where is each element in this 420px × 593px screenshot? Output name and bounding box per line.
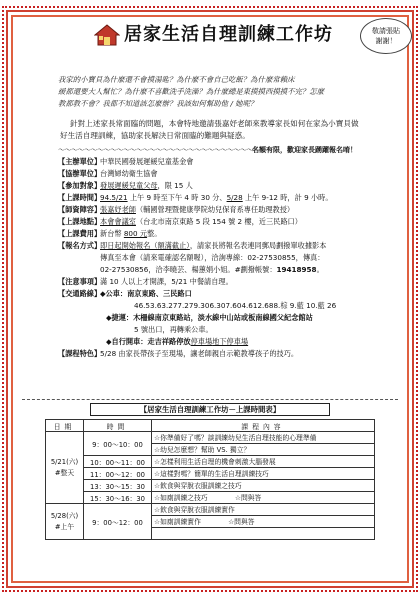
table-row <box>46 468 375 480</box>
venue-name: 本會會議室 <box>100 217 136 226</box>
info-notes <box>58 276 374 288</box>
apply-deadline: 即日起開始報名（額滿截止） <box>100 241 190 250</box>
apply-contact: 02-27530856，洽李曉芸、楊蕙娟小姐。#劃撥帳號： <box>100 265 277 274</box>
venue-address: （台北市南京東路 5 段 154 號 2 樓，近三民路口） <box>135 217 302 226</box>
info-date <box>58 192 374 204</box>
intro-questions <box>58 74 358 110</box>
time-cell: 15：30～16：30 <box>84 492 152 504</box>
content-cell: ☆幼兒怎麼想？幫助 VS. 獨立？ <box>152 444 375 456</box>
content-cell: ☆飲食與穿脫衣服訓練實作 <box>152 504 375 516</box>
intro-line: 我家的小寶貝為什麼還不會摸湯匙？為什麼不會自己吃飯？為什麼常賴床 <box>58 75 295 84</box>
info-label: 【主辦單位】 <box>58 157 102 166</box>
content-cell <box>152 492 375 504</box>
time-cell: 9：00～12：00 <box>84 504 152 540</box>
event-info <box>58 156 374 360</box>
info-label: 【報名方式】 <box>58 241 102 250</box>
transit-mrt-exit: 5 號出口，再轉乘公車。 <box>134 325 213 334</box>
content-cell: ☆這樣對嗎？簡單的生活自理訓練技巧 <box>152 468 375 480</box>
content-item: ☆問與答 <box>228 517 255 526</box>
day1-sub: #整天 <box>54 468 75 477</box>
post-notice-badge <box>360 18 412 54</box>
apply-line-2: 傳真至本會（請來電確認名額喔），洽詢專線：02-27530855，傳真： <box>100 253 325 262</box>
info-organizer <box>58 156 374 168</box>
transit-bus: ◆公車：南京東路、三民路口 <box>100 289 192 298</box>
wave-divider: ～～～～～～～～～～～～～～～～～～～～～～～～～～～～～～～～～ <box>58 146 273 154</box>
table-row <box>46 456 375 468</box>
content-cell: ☆飲食與穿脫衣服訓練之技巧 <box>152 480 375 492</box>
page-title: 居家生活自理訓練工作坊 <box>124 24 333 45</box>
lead-paragraph <box>60 118 360 142</box>
info-venue <box>58 216 374 228</box>
teacher-title: （輔國營理暨健康學院幼兒保育系專任助理教授） <box>135 205 295 214</box>
day2-sub: #上午 <box>54 522 75 531</box>
day2-cell <box>46 504 84 540</box>
info-label: 【課程特色】 <box>58 349 102 358</box>
table-row <box>46 432 375 444</box>
info-apply <box>58 240 374 252</box>
info-label: 【師資陣容】 <box>58 205 102 214</box>
info-feature <box>58 348 374 360</box>
lead-text: 針對上述家長常面臨的問題，本會特地邀請張嘉妤老師來教導家長如何在家為小寶貝做好生活自理訓練，協助家長解決日常面臨的難題與疑惑。 <box>60 119 359 140</box>
info-value: 台灣婦幼衛生協會 <box>100 169 158 178</box>
info-label: 【上課地點】 <box>58 217 102 226</box>
info-fee <box>58 228 374 240</box>
date-day2: 5/28 <box>226 193 243 202</box>
content-item: ☆問與答 <box>234 493 262 502</box>
info-teacher <box>58 204 374 216</box>
apply-line-3 <box>58 264 374 276</box>
house-icon <box>94 24 120 46</box>
date-day2-time: 上午 9-12 時，計 9 小時。 <box>242 193 333 202</box>
day2-date: 5/28(六) <box>50 511 79 520</box>
column-header-content: 課程內容 <box>152 420 375 432</box>
content-cell: ☆怎樣利用生活自理的機會刺激大腦發展 <box>152 456 375 468</box>
section-divider <box>22 399 398 400</box>
table-row <box>46 504 375 516</box>
badge-line-1: 敬請張貼 <box>372 27 400 35</box>
column-header-date: 日期 <box>46 420 84 432</box>
transit-bus-routes: 46.53.63.277.279.306.307.604.612.688.棕 9.藍 10.藍 26 <box>134 301 337 310</box>
day1-date: 5/21(六) <box>50 457 79 466</box>
content-cell <box>152 528 375 540</box>
info-co-organizer <box>58 168 374 180</box>
fee-amount: 800 元 <box>123 229 148 238</box>
content-item: ☆如廁訓練之技巧 <box>154 493 208 502</box>
schedule-title: 【居家生活自理訓練工作坊－上課時間表】 <box>90 403 330 416</box>
table-header-row <box>46 420 375 432</box>
time-cell: 11：00～12：00 <box>84 468 152 480</box>
time-cell: 9：00～10：00 <box>84 432 152 456</box>
column-header-time: 時間 <box>84 420 152 432</box>
info-label: 【上課費用】 <box>58 229 102 238</box>
transit-car-underground: 地下停車場 <box>212 337 249 346</box>
info-label: 【上課時間】 <box>58 193 102 202</box>
transit-mrt: ◆捷運：木柵線南京東路站，淡水線中山站或板南線國父紀念館站 <box>106 313 313 322</box>
teacher-name: 張嘉妤老師 <box>100 205 136 214</box>
info-value: 5/28 由家長帶孩子至現場，讓老師親自示範教導孩子的技巧。 <box>100 349 299 358</box>
date-day1: 94.5/21 <box>100 193 128 202</box>
table-row <box>46 492 375 504</box>
content-cell <box>152 516 375 528</box>
transit-car <box>58 336 374 348</box>
content-cell: ☆你準備好了嗎？談訓練幼兒生活自理技能的心理準備 <box>152 432 375 444</box>
content-item: ☆如廁訓練實作 <box>154 517 201 526</box>
info-label: 【注意事項】 <box>58 277 102 286</box>
postal-account: 19418958 <box>276 265 317 274</box>
info-transit <box>58 288 374 300</box>
intro-line: 緩都還要大人幫忙？為什麼不喜歡洗手洗澡？為什麼總是東摸摸西摸摸不完？怎麼 <box>58 87 325 96</box>
info-target <box>58 180 374 192</box>
schedule-table <box>45 419 375 540</box>
info-label: 【協辦單位】 <box>58 169 102 178</box>
time-cell: 13：30～15：30 <box>84 480 152 492</box>
info-label: 【參加對象】 <box>58 181 102 190</box>
apply-text: ，請家長將報名表連同郵局劃撥單收據影本 <box>189 241 327 250</box>
badge-line-2: 謝謝！ <box>375 37 397 45</box>
quota-note: 名額有限，歡迎家長踴躍報名唷！ <box>252 146 357 154</box>
fee-prefix: 新台幣 <box>100 229 124 238</box>
apply-end: 。 <box>316 265 324 274</box>
target-audience: 發展遲緩兒童父母 <box>100 181 158 190</box>
target-limit: ，限 15 人 <box>157 181 193 190</box>
table-row <box>46 480 375 492</box>
info-value: 中華民國發展遲緩兒童基金會 <box>100 157 194 166</box>
info-label: 【交通路線】 <box>58 289 102 298</box>
intro-line: 教都教不會？我都不知道該怎麼辦？我該如何幫助他 / 她呢？ <box>58 99 258 108</box>
transit-car-lot: 停車場 <box>190 337 213 346</box>
transit-car-text: ◆自行開車：走吉祥路停放 <box>106 337 191 346</box>
fee-suffix: 整。 <box>147 229 162 238</box>
day1-cell <box>46 432 84 504</box>
time-cell: 10：00～11：00 <box>84 456 152 468</box>
info-value: 滿 10 人以上才開課，5/21 中餐請自理。 <box>100 277 233 286</box>
date-day1-time: 上午 9 時至下午 4 時 30 分、 <box>127 193 227 202</box>
